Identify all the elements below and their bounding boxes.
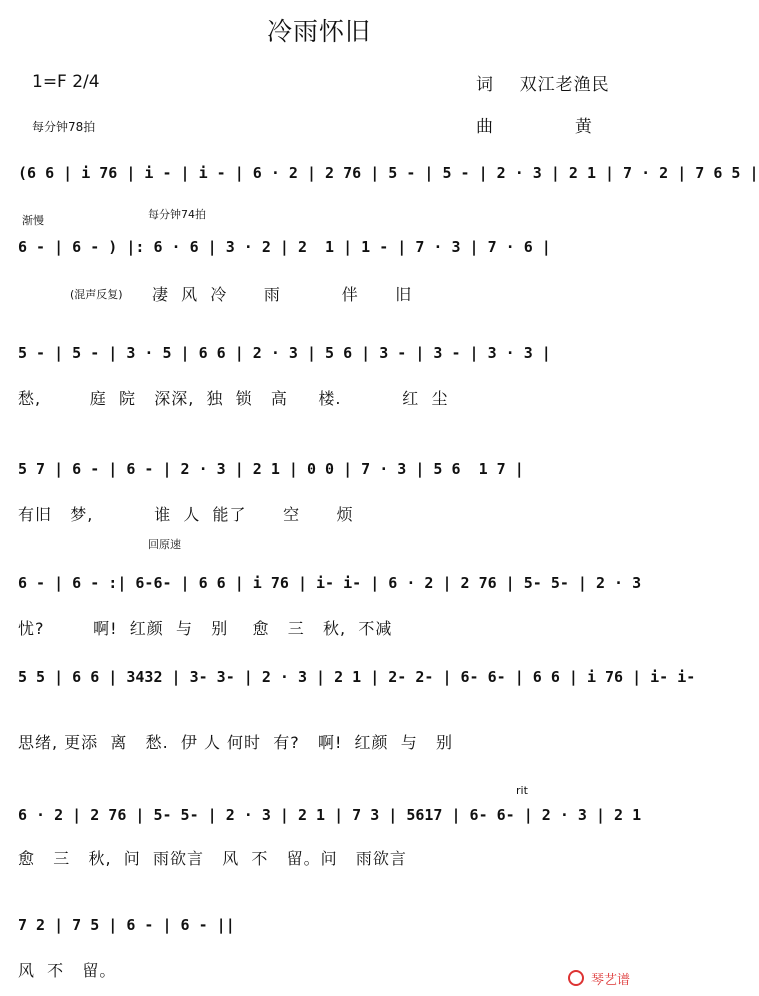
lyrics-line: 愈 三 秋, 问 雨欲言 风 不 留。问 雨欲言 (18, 849, 407, 868)
lyrics-line: 思绪, 更添 离 愁. 伊 人 何时 有? 啊! 红颜 与 别 (18, 733, 453, 752)
lyricist-name: 双江老渔民 (519, 75, 610, 95)
music-note-icon (568, 970, 584, 986)
notation-line: 5 - | 5 - | 3 · 5 | 6 6 | 2 · 3 | 5 6 | 3 - | 3 - | 3 · 3 | (18, 344, 551, 362)
song-title: 冷雨怀旧 (266, 17, 371, 46)
tempo-change-mark: 每分钟74拍 (148, 208, 206, 221)
watermark-logo (568, 969, 630, 988)
lyrics-line: 风 不 留。 (18, 961, 117, 980)
key-signature: 1=F 2/4 (32, 72, 100, 92)
lyrics-line: 忧? 啊! 红颜 与 别 愈 三 秋, 不减 (18, 619, 393, 638)
notation-line: 7 2 | 7 5 | 6 - | 6 - || (18, 916, 235, 934)
notation-line: 6 - | 6 - ) |: 6 · 6 | 3 · 2 | 2 1 | 1 - | 7 · 3 | 7 · 6 | (18, 238, 551, 256)
composer-name: 黄 (574, 117, 593, 137)
rit-mark: rit (516, 784, 528, 797)
lyricist-label: 词 (476, 75, 494, 95)
notation-line: (6 6 | i 76 | i - | i - | 6 · 2 | 2 76 | 5 - | 5 - | 2 · 3 | 2 1 | 7 · 2 | 7 6 5 | (18, 164, 759, 182)
a-tempo-mark: 回原速 (148, 538, 181, 551)
notation-line: 6 - | 6 - :| 6-6- | 6 6 | i 76 | i- i- | 6 · 2 | 2 76 | 5- 5- | 2 · 3 (18, 574, 642, 592)
lyrics-line: 凄 风 冷 雨 伴 旧 (152, 285, 413, 304)
lyricist-credit (476, 70, 610, 95)
lyrics-line: 愁, 庭 院 深深, 独 锁 高 楼. 红 尘 (18, 389, 449, 408)
composer-credit (476, 112, 593, 137)
notation-line: 6 · 2 | 2 76 | 5- 5- | 2 · 3 | 2 1 | 7 3 | 5617 | 6- 6- | 2 · 3 | 2 1 (18, 806, 642, 824)
composer-label: 曲 (476, 117, 494, 137)
watermark-text: 琴艺谱 (590, 973, 630, 988)
notation-line: 5 7 | 6 - | 6 - | 2 · 3 | 2 1 | 0 0 | 7 · 3 | 5 6 1 7 | (18, 460, 524, 478)
echo-repeat-mark: (混声反复) (70, 288, 123, 301)
lyrics-line: 有旧 梦, 谁 人 能了 空 烦 (18, 505, 354, 524)
slow-down-mark: 渐慢 (22, 214, 44, 227)
tempo-marking: 每分钟78拍 (32, 120, 96, 134)
notation-line: 5 5 | 6 6 | 3432 | 3- 3- | 2 · 3 | 2 1 | 2- 2- | 6- 6- | 6 6 | i 76 | i- i- (18, 668, 696, 686)
